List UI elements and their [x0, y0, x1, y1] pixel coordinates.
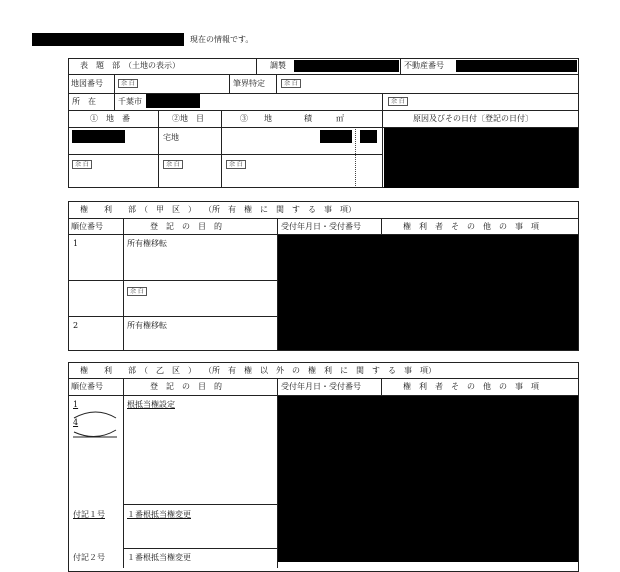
col-chimoku: ②地 目	[172, 114, 204, 123]
col-chiseki: ③ 地 積 ㎡	[240, 114, 344, 123]
kou-col-purpose: 登 記 の 目 的	[150, 222, 222, 231]
kou-col-kenrisha: 権 利 者 そ の 他 の 事 項	[403, 222, 539, 231]
redacted-chosei	[294, 60, 399, 72]
otsu-row-1-no: 1	[73, 400, 79, 409]
chiban-yohaku: 余 白	[72, 160, 92, 169]
otsu-col-purpose: 登 記 の 目 的	[150, 382, 222, 391]
otsu-row-3-no: 付記２号	[73, 553, 105, 562]
kou-col-uketsuke: 受付年月日・受付番号	[281, 222, 361, 231]
hikkai-yohaku: 余 白	[281, 79, 301, 88]
chizu-yohaku: 余 白	[118, 79, 138, 88]
kou-row-2-purpose: 所有権移転	[127, 321, 167, 330]
otsu-row-1-purpose: 根抵当権設定	[127, 400, 175, 409]
col-genin: 原因及びその日付〔登記の日付〕	[413, 114, 533, 123]
chimoku-value: 宅地	[163, 133, 179, 142]
renumber-arc-mark	[70, 408, 120, 440]
chiseki-yohaku: 余 白	[226, 160, 246, 169]
redacted-name	[32, 33, 184, 46]
kou-title: 権 利 部 （ 甲 区 ） （所 有 権 に 関 す る 事 項）	[80, 205, 356, 214]
shozai-value: 千葉市	[118, 97, 142, 106]
redacted-kou-details	[278, 235, 578, 350]
redacted-otsu-details	[278, 396, 578, 562]
redacted-genin	[384, 128, 578, 188]
hikkai-label: 筆界特定	[233, 79, 265, 88]
kou-row-1-purpose: 所有権移転	[127, 239, 167, 248]
redacted-address	[146, 94, 200, 108]
chosei-label: 調製	[270, 61, 286, 70]
hyodai-title: 表 題 部 （土地の表示）	[80, 61, 180, 70]
redacted-fudosan-number	[456, 60, 577, 72]
redacted-chiban	[72, 130, 125, 143]
shozai-yohaku: 余 白	[388, 97, 408, 106]
fudosan-label: 不動産番号	[404, 61, 444, 70]
otsu-row-3-purpose: １番根抵当権変更	[127, 553, 191, 562]
otsu-col-kenrisha: 権 利 者 そ の 他 の 事 項	[403, 382, 539, 391]
chimoku-yohaku: 余 白	[163, 160, 183, 169]
kou-row-yohaku: 余 白	[127, 287, 147, 296]
kou-row-1-no: 1	[73, 239, 79, 248]
redacted-chiseki-decimal	[360, 130, 377, 143]
header-note: 現在の情報です。	[190, 35, 254, 44]
otsu-row-2-no: 付記１号	[73, 510, 105, 519]
kou-col-no: 順位番号	[71, 222, 103, 231]
otsu-col-uketsuke: 受付年月日・受付番号	[281, 382, 361, 391]
otsu-title: 権 利 部 （ 乙 区 ） （所 有 権 以 外 の 権 利 に 関 す る 事 項）	[80, 366, 436, 375]
redacted-chiseki	[320, 130, 352, 143]
chizu-label: 地図番号	[71, 79, 103, 88]
otsu-row-1-no2: 4	[73, 418, 79, 427]
otsu-row-2-purpose: １番根抵当権変更	[127, 510, 191, 519]
otsu-col-no: 順位番号	[71, 382, 103, 391]
kou-row-2-no: 2	[73, 321, 79, 330]
shozai-label: 所 在	[72, 97, 96, 106]
col-chiban: ① 地 番	[90, 114, 130, 123]
